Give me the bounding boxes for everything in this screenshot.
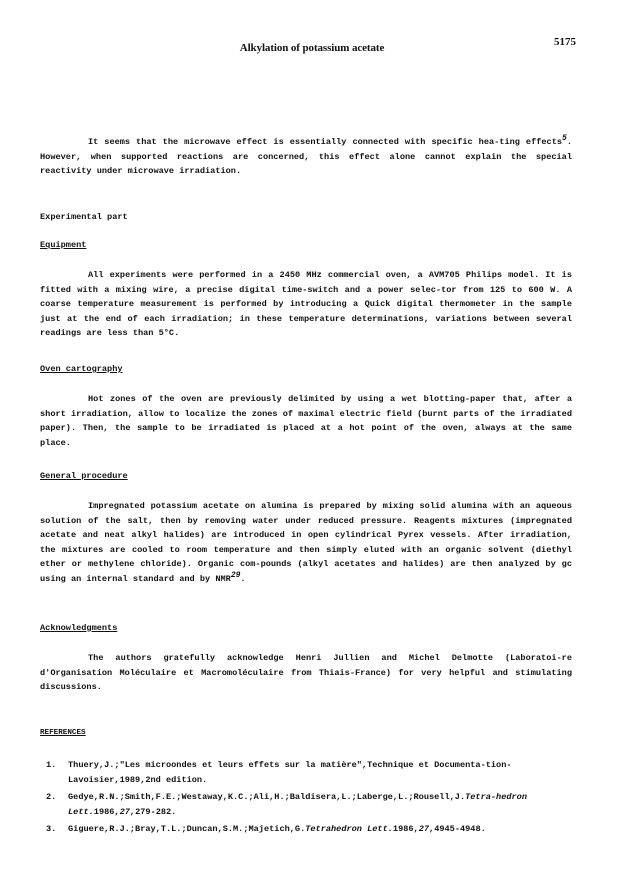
reference-number: 3.	[46, 824, 57, 834]
equipment-heading: Equipment	[40, 240, 87, 250]
reference-item	[46, 822, 576, 837]
page-number: 5175	[554, 36, 576, 48]
general-procedure-heading: General procedure	[40, 471, 128, 481]
acknowledgments-text: The authors gratefully acknowledge Henri Jullien and Michel Delmotte (Laboratoi-re d'Organisation Moléculaire et Macromoléculaire from Thiais-France) for very helpful and stimulating discussions.	[40, 653, 572, 692]
oven-paragraph	[40, 392, 572, 450]
general-text-b: .	[240, 573, 246, 584]
acknowledgments-paragraph	[40, 651, 572, 695]
oven-heading: Oven cartography	[40, 364, 123, 374]
intro-citation: 5	[562, 134, 567, 144]
reference-text	[68, 790, 576, 819]
reference-text: Thuery,J.;"Les microondes et leurs effets sur la matière",Technique et Documenta-tion-Lavoisier,1989,2nd edition.	[68, 760, 512, 785]
general-citation: 29	[230, 570, 241, 580]
acknowledgments-heading: Acknowledgments	[40, 623, 118, 633]
reference-text	[68, 822, 576, 837]
experimental-heading: Experimental part	[40, 212, 128, 222]
general-text-a: Impregnated potassium acetate on alumina is prepared by mixing solid alumina with an aqueous solution of the salt, then by removing water under reduced pressure. Reagents mixtures (impregnated acetate and neat alkyl halides) are introduced in open cylindrical Pyrex vessels. After irradiation, the mixtures are cooled to room temperature and then simply eluted with an organic solvent (diethyl ether or methylene chloride). Organic com-pounds (alkyl acetates and halides) are then analyzed by gc using an internal standard and by NMR	[40, 501, 572, 584]
reference-item	[46, 758, 576, 787]
intro-text-b: . However, when supported reactions are concerned, this effect alone cannot explain the special reactivity under microwave irradiation.	[40, 137, 572, 176]
references-heading: REFERENCES	[40, 729, 86, 737]
general-procedure-paragraph	[40, 499, 572, 586]
reference-item	[46, 790, 576, 819]
reference-authors: Gedye,R.N.;Smith,F.E.;Westaway,K.C.;Ali,H.;Baldisera,L.;Laberge,L.;Rousell,J.	[68, 792, 466, 802]
reference-year: 1986,	[93, 806, 120, 817]
oven-text: Hot zones of the oven are previously delimited by using a wet blotting-paper that, after a short irradiation, allow to localize the zones of maximal electric field (burnt parts of the irradiated paper). Then, the sample to be irradiated is placed at a hot point of the oven, always at the same place.	[40, 394, 572, 448]
reference-year: 1986,	[392, 824, 419, 834]
reference-pages: ,4945-4948.	[429, 824, 486, 834]
reference-number: 1.	[46, 760, 57, 770]
reference-authors: Giguere,R.J.;Bray,T.L.;Duncan,S.M.;Majetich,G.	[68, 824, 306, 834]
intro-paragraph	[40, 135, 572, 179]
reference-journal: Tetrahedron Lett.	[305, 824, 393, 834]
reference-number: 2.	[46, 792, 57, 802]
reference-volume: 27	[119, 806, 130, 817]
reference-list	[46, 758, 576, 840]
reference-volume: 27	[418, 824, 430, 834]
equipment-paragraph	[40, 268, 572, 341]
reference-pages: ,279-282.	[129, 806, 177, 817]
intro-text-a: It seems that the microwave effect is essentially connected with specific hea-ting effects	[88, 137, 563, 147]
running-title: Alkylation of potassium acetate	[239, 42, 385, 54]
reference-journal: Tetra-hedron Lett.	[68, 792, 527, 817]
equipment-text: All experiments were performed in a 2450 MHz commercial oven, a AVM705 Philips model. It is fitted with a mixing wire, a precise digital time-switch and a power selec-tor from 125 to 600 W. A coarse temperature measurement is performed by introducing a Quick digital thermometer in the sample just at the end of each irradiation; in these temperature determinations, variations between several readings are less than 5°C.	[40, 270, 572, 338]
